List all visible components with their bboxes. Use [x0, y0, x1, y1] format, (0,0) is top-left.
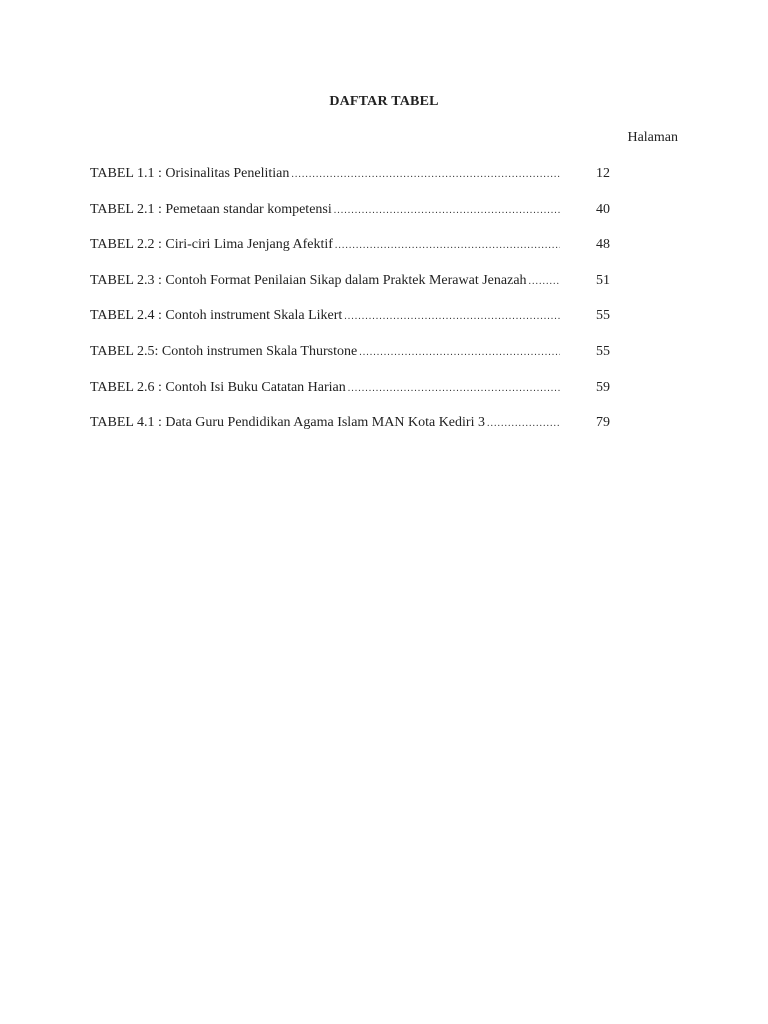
dot-leader — [334, 201, 560, 221]
dot-leader — [344, 307, 560, 327]
toc-entry-page: 55 — [596, 343, 610, 359]
dot-leader — [291, 165, 560, 185]
page-column-header: Halaman — [627, 130, 678, 145]
page-title: DAFTAR TABEL — [329, 94, 439, 109]
toc-entry-page: 55 — [596, 308, 610, 324]
toc-entry — [90, 413, 610, 449]
toc-entry-page: 51 — [596, 272, 610, 288]
toc-entry — [90, 306, 610, 342]
toc-entry — [90, 271, 610, 307]
toc-entry-page: 40 — [596, 201, 610, 217]
toc-entry-label: TABEL 2.6 : Contoh Isi Buku Catatan Harian — [90, 379, 346, 395]
dot-leader — [359, 343, 560, 363]
toc-entry — [90, 235, 610, 271]
toc-entry-label: TABEL 2.3 : Contoh Format Penilaian Sikap dalam Praktek Merawat Jenazah — [90, 272, 527, 288]
table-of-tables — [90, 164, 610, 449]
toc-entry — [90, 200, 610, 236]
toc-entry-label: TABEL 2.1 : Pemetaan standar kompetensi — [90, 201, 332, 217]
toc-entry-page: 48 — [596, 237, 610, 253]
toc-entry-label: TABEL 4.1 : Data Guru Pendidikan Agama Islam MAN Kota Kediri 3 — [90, 415, 485, 431]
dot-leader — [487, 414, 560, 434]
toc-entry — [90, 342, 610, 378]
dot-leader — [348, 379, 560, 399]
toc-entry-page: 12 — [596, 166, 610, 181]
dot-leader — [529, 272, 560, 292]
toc-entry-page: 59 — [596, 379, 610, 395]
toc-entry-page: 79 — [596, 415, 610, 431]
toc-entry-label: TABEL 2.5: Contoh instrumen Skala Thurstone — [90, 343, 358, 359]
toc-entry-label: TABEL 2.2 : Ciri-ciri Lima Jenjang Afektif — [90, 237, 333, 253]
toc-entry — [90, 378, 610, 414]
toc-entry-label: TABEL 1.1 : Orisinalitas Penelitian — [90, 166, 290, 181]
dot-leader — [335, 236, 560, 256]
toc-entry — [90, 164, 610, 200]
toc-entry-label: TABEL 2.4 : Contoh instrument Skala Likert — [90, 308, 343, 324]
